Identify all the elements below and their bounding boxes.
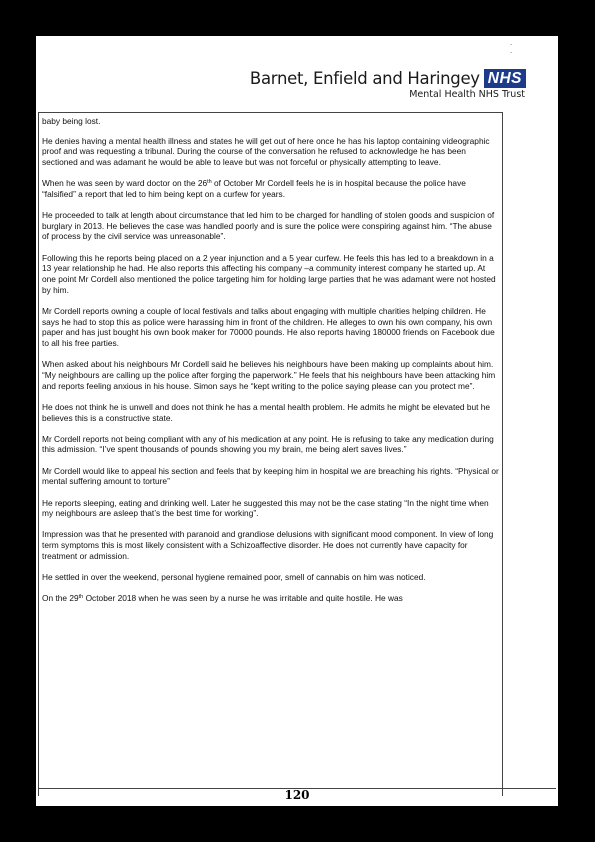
organisation-name: Barnet, Enfield and Haringey [249,69,480,88]
scan-marks: · · [510,41,537,57]
paragraph: When he was seen by ward doctor on the 26th of October Mr Cordell feels he is in hospital because the police have “falsified” a report that led to him being kept on a curfew for years. [42,178,466,199]
paragraph: Mr Cordell reports not being compliant with any of his medication at any point. He is refusing to take any medication during this admission. “I’ve spent thousands of pounds showing you my brain, me being alert saves lives.” [42,433,494,455]
paragraph: Following this he reports being placed on a 2 year injunction and a 5 year curfew. He feels this has led to a breakdown in a 13 year relationship he had. He also reports this affecting his company –a community interest company he started up. At one point Mr Cordell also mentioned the police targeting him for holding large parties that he was adamant were not hosted by him. [42,252,496,295]
paragraph: baby being lost. [42,116,101,126]
paragraph: When asked about his neighbours Mr Cordell said he believes his neighbours have been making up complaints about him. “My neighbours are calling up the police after forging the paperwork.” He feels that his neighbours have been attacking him and reports feeling anxious in his house. Simon says he “kept writing to the police saying please can you protect me”. [42,359,496,391]
nhs-logo: NHS [484,69,526,88]
paragraph: He proceeded to talk at length about circumstance that led him to be charged for handling of stolen goods and suspicion of burglary in 2013. He believes the case was handled poorly and is sure the police were conspiring against him. “The abuse of process by the civil service was unreasonable”. [42,210,495,242]
trust-name: Mental Health NHS Trust [409,89,525,100]
letterhead [36,69,526,100]
paragraph: Mr Cordell would like to appeal his section and feels that by keeping him in hospital we are breaching his rights. “Physical or mental suffering amount to torture” [42,465,499,487]
paragraph: He reports sleeping, eating and drinking well. Later he suggested this may not be the case stating “In the night time when my neighbours are asleep that’s the best time for working”. [42,497,489,519]
paragraph: He settled in over the weekend, personal hygiene remained poor, smell of cannabis on him was noticed. [42,572,426,583]
document-page [36,36,558,806]
clinical-notes-box [38,112,503,796]
paragraph: Impression was that he presented with paranoid and grandiose delusions with significant mood component. In view of long term symptoms this is most likely consistent with a Schizoaffective disorder. He does not currently have capacity for treatment or admission. [42,529,494,561]
page-number: 120 [284,788,310,802]
paragraph: He does not think he is unwell and does not think he has a mental health problem. He admits he might be elevated but he believes this is a constructive state. [42,401,491,423]
paragraph: He denies having a mental health illness and states he will get out of here once he has his laptop containing videographic proof and was requesting a tribunal. During the course of the conversation he refused to acknowledge he has been sectioned and was adamant he would be able to leave but was not forceful or physically attempting to leave. [42,135,490,167]
paragraph: Mr Cordell reports owning a couple of local festivals and talks about engaging with multiple charities helping children. He says he had to stop this as police were harassing him in front of the children. He alleges to own his own company, his own paper and has just bought his own book maker for 70000 pounds. He also reports having 180000 friends on Facebook due to all his free parties. [42,305,495,349]
paragraph: On the 29th October 2018 when he was seen by a nurse he was irritable and quite hostile. He was [42,593,403,604]
